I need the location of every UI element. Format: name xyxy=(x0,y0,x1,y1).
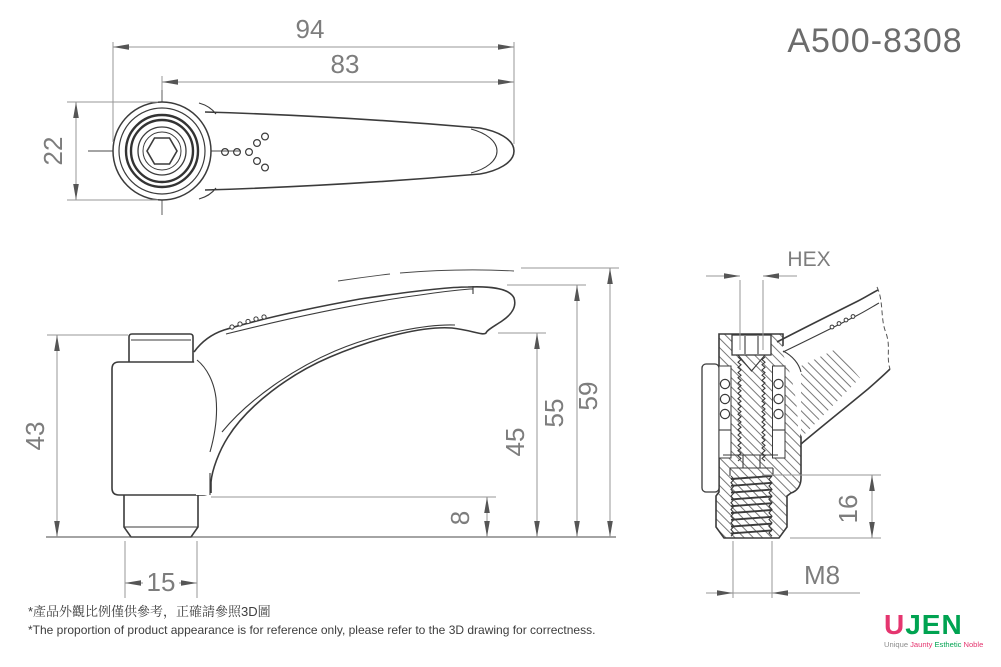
dim-hex: HEX xyxy=(787,248,831,271)
dim-boss-width: 15 xyxy=(146,567,176,597)
tagline-word-esthetic: Esthetic xyxy=(934,640,962,649)
footnote xyxy=(28,603,595,639)
tagline-word-jaunty: Jaunty xyxy=(910,640,933,649)
brand-letter-u: U xyxy=(884,609,906,640)
dim-height-upper: 55 xyxy=(539,398,569,428)
dim-thread-size: M8 xyxy=(803,560,841,590)
part-number: A500-8308 xyxy=(787,22,963,60)
tagline-word-unique: Unique xyxy=(884,640,909,649)
footnote-chinese: *產品外觀比例僅供參考，正確請參照3D圖 xyxy=(28,604,271,619)
dim-overall-length: 94 xyxy=(295,14,325,44)
grip-dots xyxy=(222,133,269,171)
brand-letters-jen: JEN xyxy=(905,609,963,640)
dim-head-width: 22 xyxy=(38,136,68,166)
hex-socket-section xyxy=(732,335,771,355)
top-view xyxy=(38,14,514,215)
brand-tagline xyxy=(884,640,994,649)
dim-thread-depth: 16 xyxy=(833,494,863,524)
dim-length-from-center: 83 xyxy=(330,49,360,79)
section-view xyxy=(702,248,894,598)
brand-name xyxy=(884,611,994,639)
dim-total-height: 43 xyxy=(20,421,50,451)
side-view xyxy=(20,268,619,598)
dim-base-offset: 8 xyxy=(445,510,475,526)
dim-height-mid: 45 xyxy=(500,427,530,457)
dim-height-top: 59 xyxy=(573,381,603,411)
tagline-word-noble: Noble xyxy=(963,640,984,649)
brand-logo xyxy=(884,611,994,649)
footnote-english: *The proportion of product appearance is for reference only, please refer to the 3D drawing for correctness. xyxy=(28,622,596,637)
